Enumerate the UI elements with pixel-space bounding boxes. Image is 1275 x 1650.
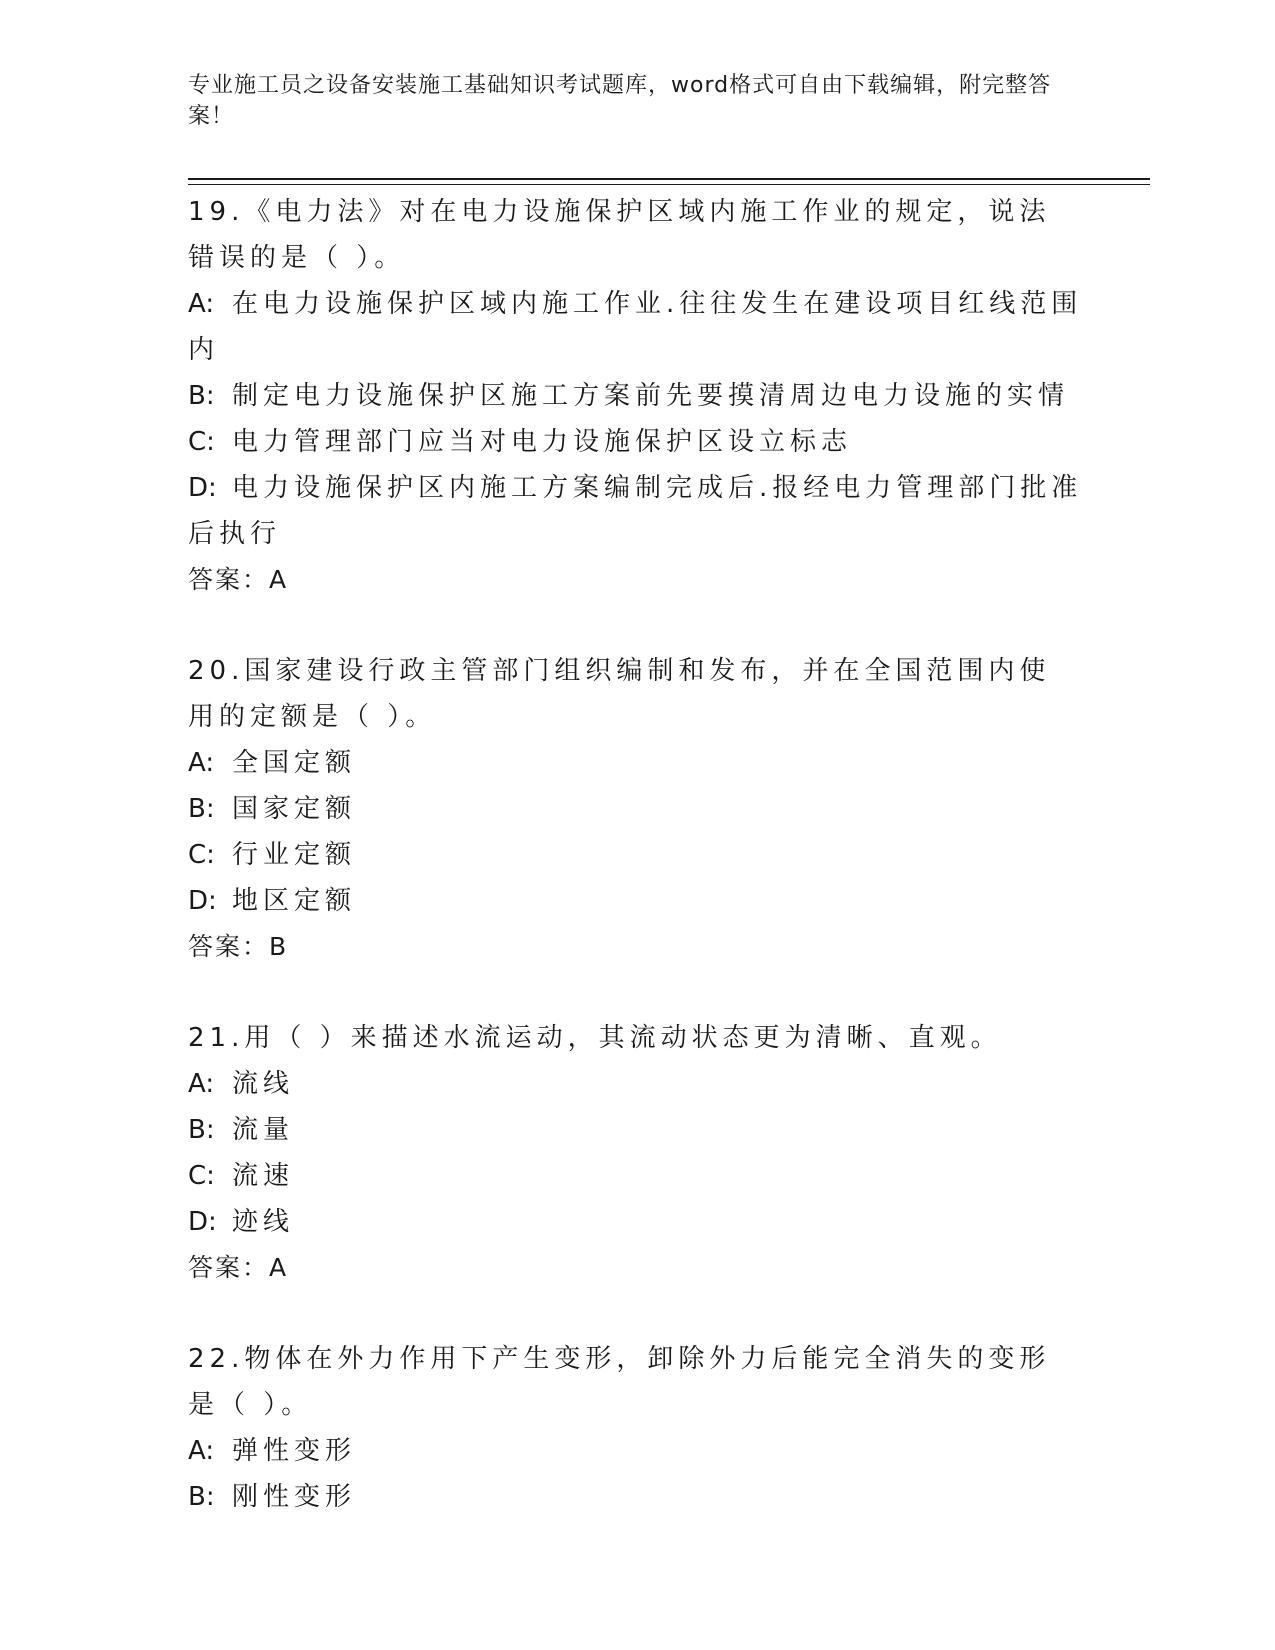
option-letter: B: — [188, 381, 215, 411]
option-letter: C: — [188, 427, 215, 457]
option-text: 流线 — [232, 1069, 295, 1099]
question-stem: 20.国家建设行政主管部门组织编制和发布，并在全国范围内使用的定额是（ ）。 — [188, 656, 1051, 732]
answer-line: 答案：A — [188, 565, 289, 594]
option-c — [188, 419, 1088, 465]
question-stem: 22.物体在外力作用下产生变形，卸除外力后能完全消失的变形是（ ）。 — [188, 1344, 1051, 1420]
option-letter: B: — [188, 1115, 215, 1145]
option-letter: B: — [188, 794, 215, 824]
question-stem: 21.用（ ）来描述水流运动，其流动状态更为清晰、直观。 — [188, 1023, 1002, 1053]
question-21 — [188, 1015, 1088, 1291]
option-letter: A: — [188, 1069, 215, 1099]
question-list — [188, 189, 1088, 1565]
option-b — [188, 1107, 1088, 1153]
question-22 — [188, 1336, 1088, 1520]
option-letter: C: — [188, 840, 215, 870]
option-a — [188, 740, 1088, 786]
option-text: 迹线 — [232, 1207, 295, 1237]
option-letter: A: — [188, 289, 215, 319]
option-text: 制定电力设施保护区施工方案前先要摸清周边电力设施的实情 — [232, 381, 1070, 411]
option-b — [188, 1474, 1088, 1520]
document-header: 专业施工员之设备安装施工基础知识考试题库，word格式可自由下载编辑，附完整答案！ — [188, 73, 1052, 129]
option-text: 国家定额 — [232, 794, 357, 824]
option-a — [188, 281, 1088, 373]
answer-line: 答案：A — [188, 1253, 289, 1282]
option-letter: C: — [188, 1161, 215, 1191]
option-c — [188, 832, 1088, 878]
option-text: 流量 — [232, 1115, 295, 1145]
option-letter: B: — [188, 1482, 215, 1512]
question-19 — [188, 189, 1088, 603]
option-a — [188, 1428, 1088, 1474]
option-text: 电力设施保护区内施工方案编制完成后.报经电力管理部门批准后执行 — [188, 473, 1083, 549]
option-letter: D: — [188, 886, 217, 916]
option-b — [188, 786, 1088, 832]
option-d — [188, 465, 1088, 557]
option-c — [188, 1153, 1088, 1199]
option-text: 流速 — [232, 1161, 295, 1191]
question-20 — [188, 648, 1088, 970]
option-d — [188, 1199, 1088, 1245]
option-text: 弹性变形 — [232, 1436, 357, 1466]
option-d — [188, 878, 1088, 924]
option-letter: A: — [188, 1436, 215, 1466]
option-b — [188, 373, 1088, 419]
option-letter: D: — [188, 1207, 217, 1237]
option-text: 地区定额 — [232, 886, 357, 916]
answer-line: 答案：B — [188, 932, 289, 961]
header-divider-thick — [188, 178, 1150, 180]
option-a — [188, 1061, 1088, 1107]
option-letter: D: — [188, 473, 217, 503]
option-text: 行业定额 — [232, 840, 357, 870]
option-text: 刚性变形 — [232, 1482, 357, 1512]
question-stem: 19.《电力法》对在电力设施保护区域内施工作业的规定，说法错误的是（ ）。 — [188, 197, 1051, 273]
option-text: 电力管理部门应当对电力设施保护区设立标志 — [232, 427, 853, 457]
option-letter: A: — [188, 748, 215, 778]
option-text: 全国定额 — [232, 748, 357, 778]
option-text: 在电力设施保护区域内施工作业.往往发生在建设项目红线范围内 — [188, 289, 1083, 365]
header-divider-thin — [188, 184, 1150, 185]
